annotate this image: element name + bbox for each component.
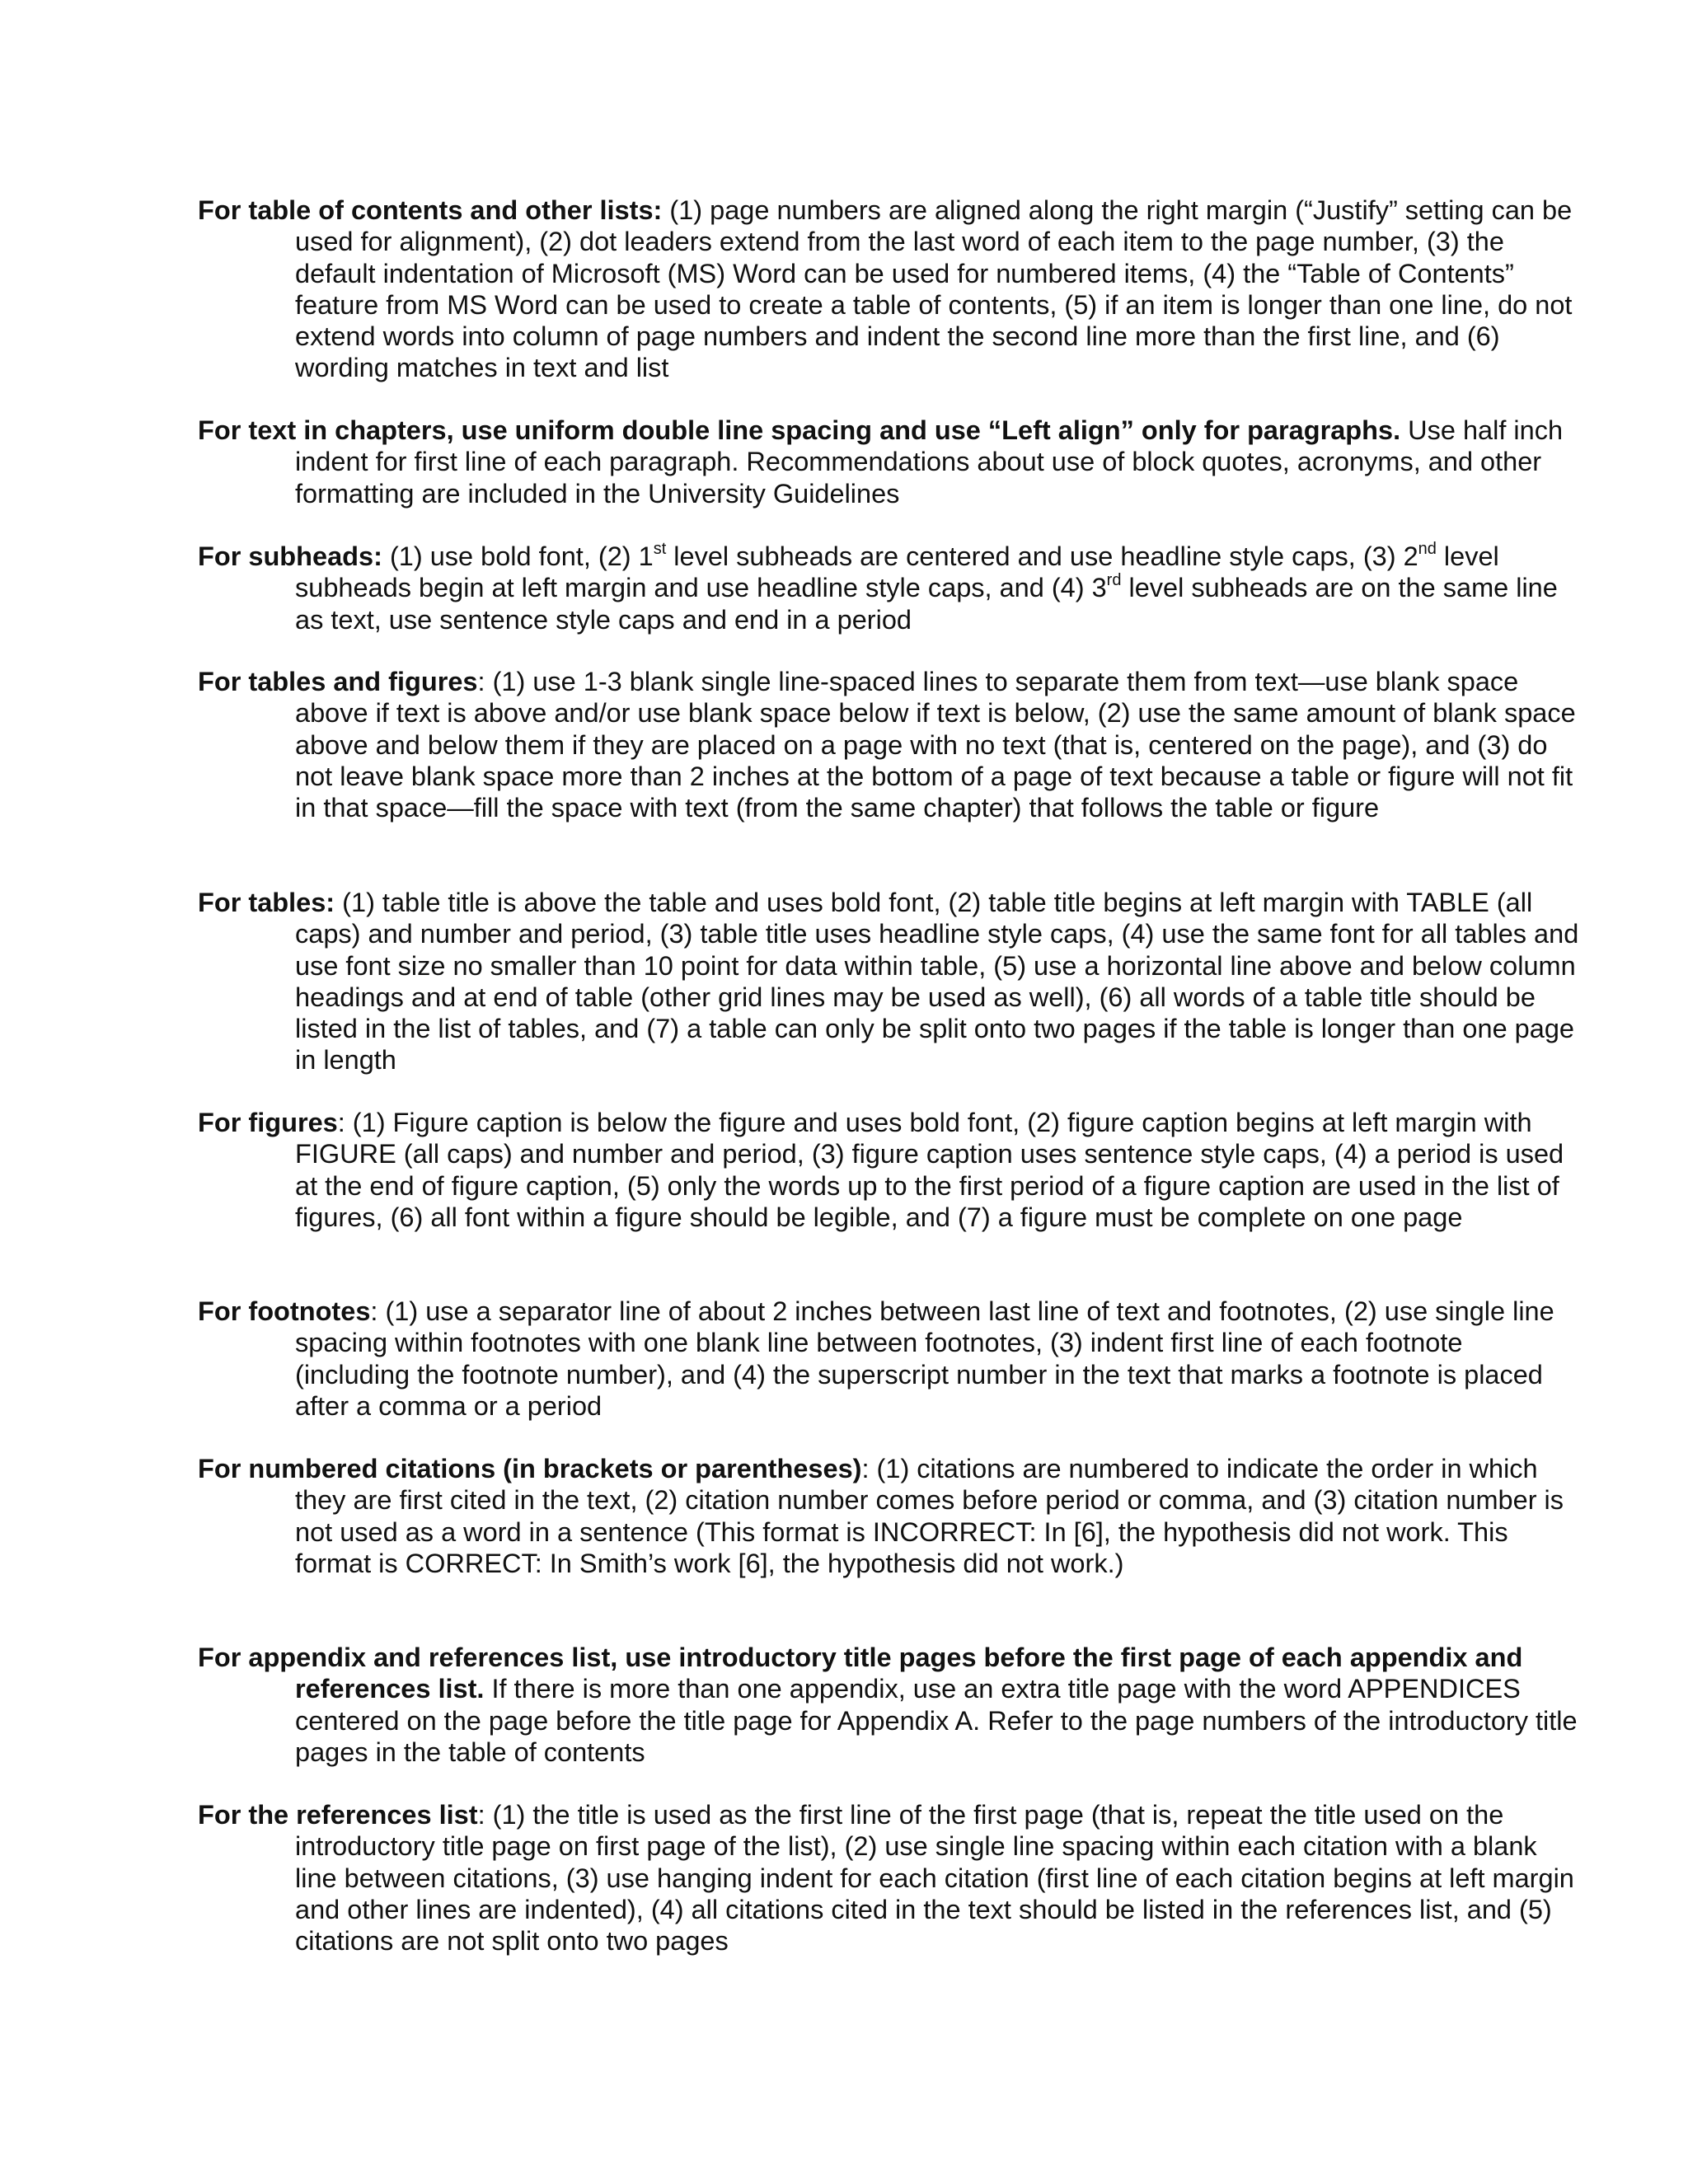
section-heading: For appendix and references list, use introductory title pages before the first page of each appendix and references list. [198,1643,1523,1704]
section-figures [198,1107,1581,1233]
section-body: level subheads are on the same line as text, use sentence style caps and end in a period [295,573,1558,635]
section-heading: For numbered citations (in brackets or parentheses) [198,1454,862,1483]
section-body: (1) use bold font, (2) 1 [382,541,654,571]
section-body: : (1) the title is used as the first line of the first page (that is, repeat the title used on the introductory title page on first page of the list), (2) use single line spacing within each citation with a blank line between citations, (3) use hanging indent for each citation (first line of each citation begins at left margin and other lines are indented), (4) all citations cited in the text should be listed in the references list, and (5) citations are not split onto two pages [295,1800,1574,1957]
section-heading: For figures [198,1108,338,1137]
section-tables-and-figures [198,666,1581,823]
section-heading: For text in chapters, use uniform double line spacing and use “Left align” only for paragraphs. [198,415,1401,445]
section-body: (1) page numbers are aligned along the right margin (“Justify” setting can be used for alignment), (2) dot leaders extend from the last word of each item to the page number, (3) the default indentation of Microsoft (MS) Word can be used for numbered items, (4) the “Table of Contents” feature from MS Word can be used to create a table of contents, (5) if an item is longer than one line, do not extend words into column of page numbers and indent the second line more than the first line, and (6) wording matches in text and list [295,195,1573,383]
section-body: : (1) Figure caption is below the figure and uses bold font, (2) figure caption begins at left margin with FIGURE (all caps) and number and period, (3) figure caption uses sentence style caps, (4) a period is used at the end of figure caption, (5) only the words up to the first period of a figure caption are used in the list of figures, (6) all font within a figure should be legible, and (7) a figure must be complete on one page [295,1108,1564,1232]
superscript-ordinal: nd [1418,540,1437,559]
section-numbered-citations [198,1453,1581,1579]
section-footnotes [198,1296,1581,1422]
section-heading: For tables and figures [198,667,478,696]
section-body: level subheads are centered and use headline style caps, (3) 2 [666,541,1418,571]
section-body: : (1) use 1-3 blank single line-spaced lines to separate them from text—use blank space above if text is above and/or use blank space below if text is below, (2) use the same amount of blank space above and below them if they are placed on a page with no text (that is, centered on the page), and (3) do not leave blank space more than 2 inches at the bottom of a page of text because a table or figure will not fit in that space—fill the space with text (from the same chapter) that follows the table or figure [295,667,1576,823]
section-body: level subheads begin at left margin and use headline style caps, and (4) 3 [295,541,1499,603]
section-tables [198,887,1581,1076]
superscript-ordinal: st [653,540,667,559]
section-heading: For table of contents and other lists: [198,195,663,225]
section-text-in-chapters [198,415,1581,509]
superscript-ordinal: rd [1106,571,1122,590]
section-body: : (1) use a separator line of about 2 inches between last line of text and footnotes, (2) use single line spacing within footnotes with one blank line between footnotes, (3) indent first line of each footnote (including the footnote number), and (4) the superscript number in the text that marks a footnote is placed after a comma or a period [295,1296,1554,1421]
section-heading: For tables: [198,888,335,917]
section-appendix-and-references [198,1642,1581,1768]
section-body: Use half inch indent for first line of each paragraph. Recommendations about use of block quotes, acronyms, and other formatting are included in the University Guidelines [295,415,1564,509]
section-body: (1) table title is above the table and uses bold font, (2) table title begins at left margin with TABLE (all caps) and number and period, (3) table title uses headline style caps, (4) use the same font for all tables and use font size no smaller than 10 point for data within table, (5) use a horizontal line above and below column headings and at end of table (other grid lines may be used as well), (6) all words of a table title should be listed in the list of tables, and (7) a table can only be split onto two pages if the table is longer than one page in length [295,888,1579,1076]
section-body: If there is more than one appendix, use an extra title page with the word APPENDICES centered on the page before the title page for Appendix A. Refer to the page numbers of the introductory title pages in the table of contents [295,1674,1578,1767]
section-heading: For the references list [198,1800,478,1830]
section-body: : (1) citations are numbered to indicate the order in which they are first cited in the text, (2) citation number comes before period or comma, and (3) citation number is not used as a word in a sentence (This format is INCORRECT: In [6], the hypothesis did not work. This format is CORRECT: In Smith’s work [6], the hypothesis did not work.) [295,1454,1564,1578]
section-references-list [198,1799,1581,1957]
section-heading: For footnotes [198,1296,371,1326]
section-heading: For subheads: [198,541,382,571]
section-table-of-contents [198,194,1581,384]
section-subheads [198,541,1581,635]
